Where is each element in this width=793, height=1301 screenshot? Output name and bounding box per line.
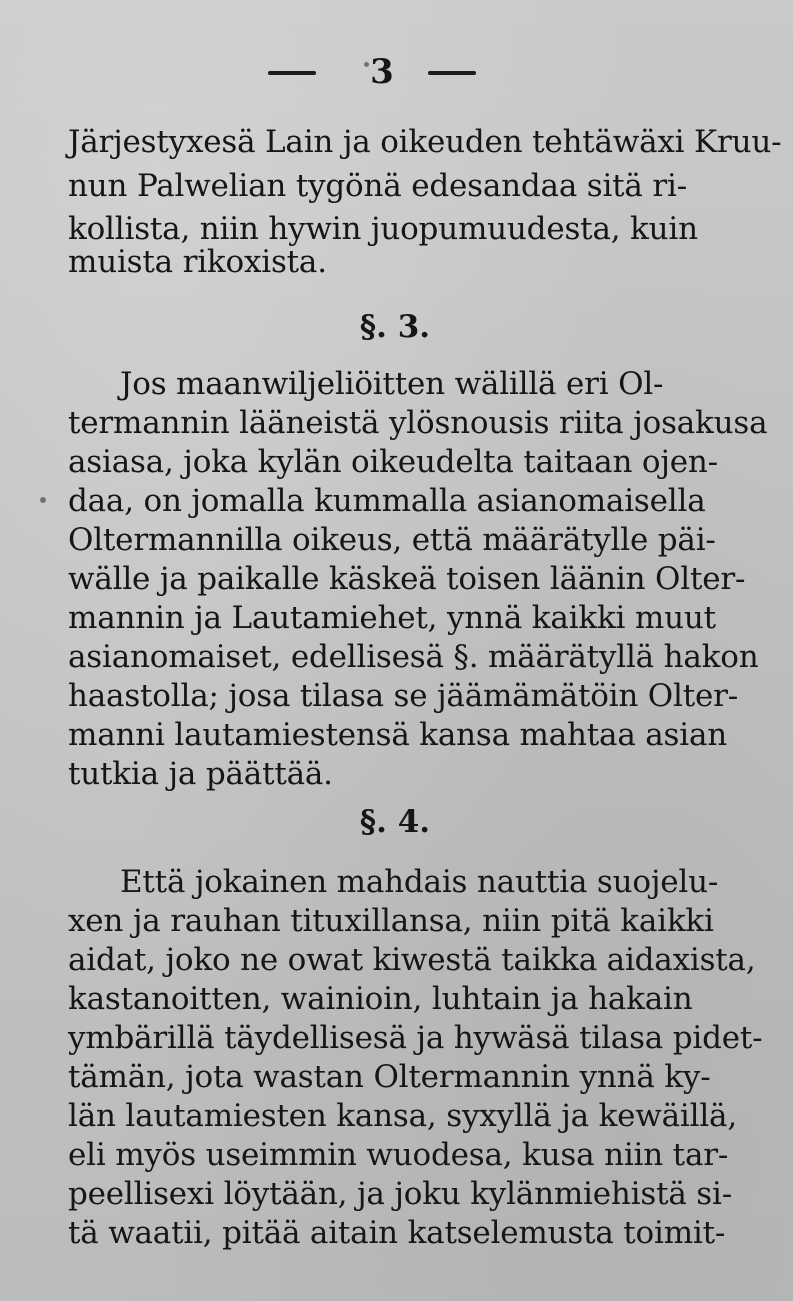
section-heading-3: §. 3.: [359, 309, 431, 345]
text-line: Jos maanwiljeliöitten wälillä eri Ol-: [120, 366, 664, 402]
text-line: nun Palwelian tygönä edesandaa sitä ri-: [68, 168, 687, 204]
text-line: asiasa, joka kylän oikeudelta taitaan ojen-: [68, 444, 718, 480]
text-line: tä waatii, pitää aitain katselemusta toimit-: [68, 1215, 726, 1251]
text-line: asianomaiset, edellisesä §. määrätyllä hakon: [68, 639, 759, 675]
right-rule-ornament: [428, 71, 476, 75]
text-line: termannin lääneistä ylösnousis riita josakusa: [68, 405, 768, 441]
text-line: tutkia ja päättää.: [68, 756, 333, 792]
text-line: daa, on jomalla kummalla asianomaisella: [68, 483, 706, 519]
text-line: kastanoitten, wainioin, luhtain ja hakain: [68, 981, 693, 1017]
ink-speck: [364, 62, 369, 67]
ink-speck: [40, 497, 46, 503]
text-line: wälle ja paikalle käskeä toisen läänin Olter-: [68, 561, 746, 597]
page-header: [0, 50, 793, 94]
section-heading-4: §. 4.: [359, 804, 431, 840]
text-line: mannin ja Lautamiehet, ynnä kaikki muut: [68, 600, 716, 636]
text-line: muista rikoxista.: [68, 244, 327, 280]
text-line: ymbärillä täydellisesä ja hywäsä tilasa pidet-: [68, 1020, 763, 1056]
text-line: eli myös useimmin wuodesa, kusa niin tar-: [68, 1137, 729, 1173]
page-number: 3: [370, 52, 394, 92]
text-line: Että jokainen mahdais nauttia suojelu-: [120, 864, 719, 900]
text-line: aidat, joko ne owat kiwestä taikka aidaxista,: [68, 942, 756, 978]
text-line: manni lautamiestensä kansa mahtaa asian: [68, 717, 728, 753]
text-line: Oltermannilla oikeus, että määrätylle päi-: [68, 522, 716, 558]
text-line: haastolla; josa tilasa se jäämämätöin Olter-: [68, 678, 739, 714]
text-line: tämän, jota wastan Oltermannin ynnä ky-: [68, 1059, 711, 1095]
text-line: xen ja rauhan tituxillansa, niin pitä kaikki: [68, 903, 714, 939]
text-line: kollista, niin hywin juopumuudesta, kuin: [68, 211, 698, 247]
left-rule-ornament: [268, 71, 316, 75]
text-line: Järjestyxesä Lain ja oikeuden tehtäwäxi Kruu-: [68, 124, 782, 160]
text-line: län lautamiesten kansa, syxyllä ja kewäillä,: [68, 1098, 737, 1134]
text-line: peellisexi löytään, ja joku kylänmiehistä si-: [68, 1176, 732, 1212]
